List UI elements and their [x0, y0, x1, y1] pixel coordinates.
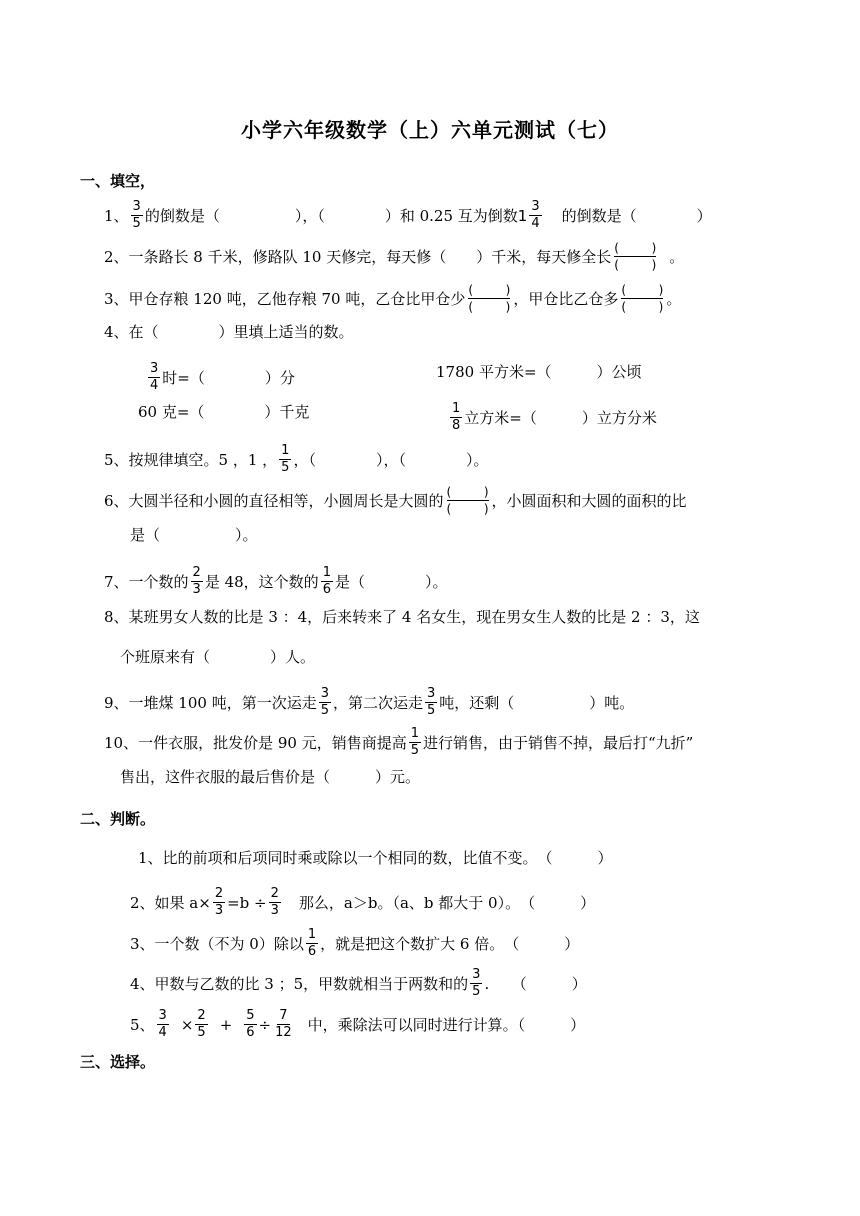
question-4a: [146, 362, 295, 393]
j1-text: 1、比的前项和后项同时乘或除以一个相同的数，比值不变。 （ ）: [138, 849, 613, 867]
judge-5: [130, 1009, 585, 1040]
section-fill-heading: 一、填空，: [80, 172, 156, 190]
j5-op-3: ÷: [258, 1015, 272, 1034]
q6-text-1: 6、大圆半径和小圆的直径相等，小圆周长是大圆的: [104, 491, 444, 510]
fraction: $\frac{5}{6}$: [246, 1008, 255, 1040]
q4d-text: 立方米=（ ）立方分米: [464, 408, 657, 427]
j3-text-1: 3、一个数（不为 0）除以: [130, 934, 304, 953]
fraction: $\frac{3}{5}$: [320, 686, 329, 718]
q9-text-2: ，第二次运走: [333, 693, 424, 712]
question-10-cont: [120, 767, 420, 787]
fraction: $\frac{2}{3}$: [192, 565, 201, 597]
question-8: [104, 607, 700, 627]
blank-fraction[interactable]: ( ) ( ): [468, 283, 511, 314]
blank-fraction[interactable]: ( ) ( ): [446, 485, 489, 516]
section-judge-heading: 二、判断。: [80, 810, 156, 828]
fraction: $\frac{1}{6}$: [307, 927, 317, 959]
question-3: [104, 283, 681, 314]
q4a-text: 时=（ ）分: [162, 368, 295, 387]
q10-text-3: 售出，这件衣服的最后售价是（ ）元。: [120, 768, 421, 786]
question-7: [104, 566, 447, 597]
question-6-cont: [130, 525, 258, 545]
fraction: $\frac{2}{3}$: [214, 886, 224, 918]
q3-text-1: 3、甲仓存粮 120 吨，乙他存粮 70 吨，乙仓比甲仓少: [104, 289, 466, 308]
q8-text-2: 个班原来有（ ）人。: [120, 648, 316, 666]
q1-text-2: 的倒数是（ ）: [561, 206, 712, 225]
fraction: $\frac{1}{5}$: [410, 726, 419, 758]
q6-text-3: 是（ ）。: [130, 526, 258, 544]
question-4d: [448, 402, 657, 433]
fraction: $\frac{3}{5}$: [472, 967, 481, 999]
q9-text-3: 吨，还剩（ ）吨。: [439, 693, 635, 712]
q4-text: 4、在（ ）里填上适当的数。: [104, 323, 354, 341]
fraction: $\frac{3}{5}$: [427, 686, 436, 718]
page-title: 小学六年级数学（上）六单元测试（七）: [241, 118, 619, 142]
judge-3: [130, 928, 579, 959]
j4-text-2: . （ ）: [484, 974, 587, 993]
q6-text-2: ，小圆面积和大圆的面积的比: [491, 491, 687, 510]
q3-text-2: ，甲仓比乙仓多: [513, 289, 619, 308]
j2-text-1: 2、如果 a×: [130, 893, 211, 912]
q7-text-1: 7、一个数的: [104, 572, 189, 591]
question-5: [104, 444, 488, 475]
fraction: $\frac{3}{4}$: [150, 361, 159, 393]
blank-fraction[interactable]: ( ) ( ): [614, 241, 657, 272]
q2-text-2: 。: [669, 247, 685, 266]
fraction: $\frac{3}{4}$: [158, 1008, 167, 1040]
q4c-text: 60 克=（ ）千克: [138, 403, 310, 421]
q9-text-1: 9、一堆煤 100 吨，第一次运走: [104, 693, 317, 712]
q7-text-3: 是（ ）。: [334, 572, 448, 591]
blank-fraction[interactable]: ( ) ( ): [621, 283, 664, 314]
question-4c: [138, 402, 309, 422]
question-4b: [436, 362, 642, 382]
q10-text-2: 进行销售，由于销售不掉，最后打“九折”: [423, 733, 694, 752]
question-9: [104, 687, 634, 718]
q1-number: 1、: [104, 206, 129, 225]
j5-text-1: 5、: [130, 1015, 155, 1034]
mixed-number: 1 $\frac{3}{4}$: [517, 199, 540, 231]
section-choose-heading: 三、选择。: [80, 1053, 156, 1071]
j5-text-2: 中，乘除法可以同时进行计算。（ ）: [307, 1015, 586, 1034]
judge-2: [130, 887, 595, 918]
fraction: $\frac{1}{8}$: [452, 401, 461, 433]
q1-text-1: 的倒数是（ ），（ ）和 0.25 互为倒数: [144, 206, 518, 225]
j2-text-3: 那么，a＞b。（a、b 都大于 0）。 （ ）: [298, 893, 596, 912]
question-2: [104, 241, 684, 272]
q7-text-2: 是 48，这个数的: [204, 572, 319, 591]
j4-text-1: 4、甲数与乙数的比 3 ；5，甲数就相当于两数和的: [130, 974, 469, 993]
j2-text-2: =b ÷: [227, 893, 267, 912]
fraction: $\frac{2}{5}$: [197, 1008, 206, 1040]
q5-text-1: 5、按规律填空。5 ，1 ，: [104, 450, 278, 469]
q8-text-1: 8、某班男女人数的比是 3 ：4，后来转来了 4 名女生，现在男女生人数的比是 2 ：3，这: [104, 608, 700, 626]
judge-1: [138, 848, 613, 868]
fraction: $\frac{7}{12}$: [275, 1008, 292, 1040]
question-1: [104, 200, 712, 231]
fraction: $\frac{2}{3}$: [270, 886, 279, 918]
fraction: $\frac{1}{5}$: [281, 443, 290, 475]
q4b-text: 1780 平方米=（ ）公顷: [436, 363, 642, 381]
fraction: $\frac{3}{5}$: [132, 199, 141, 231]
q5-text-2: ，（ ），（ ）。: [293, 450, 489, 469]
question-8-cont: [120, 647, 315, 667]
q2-text-1: 2、一条路长 8 千米，修路队 10 天修完，每天修（ ）千米，每天修全长: [104, 247, 612, 266]
judge-4: [130, 968, 587, 999]
question-6: [104, 485, 687, 516]
question-10: [104, 727, 693, 758]
j5-op-2: +: [219, 1015, 233, 1034]
j5-op-1: ×: [180, 1015, 194, 1034]
q10-text-1: 10、一件衣服，批发价是 90 元，销售商提高: [104, 733, 407, 752]
question-4: [104, 322, 354, 342]
fraction: $\frac{1}{6}$: [322, 565, 331, 597]
q3-text-3: 。: [666, 289, 682, 308]
j3-text-2: ，就是把这个数扩大 6 倍。 （ ）: [320, 934, 580, 953]
